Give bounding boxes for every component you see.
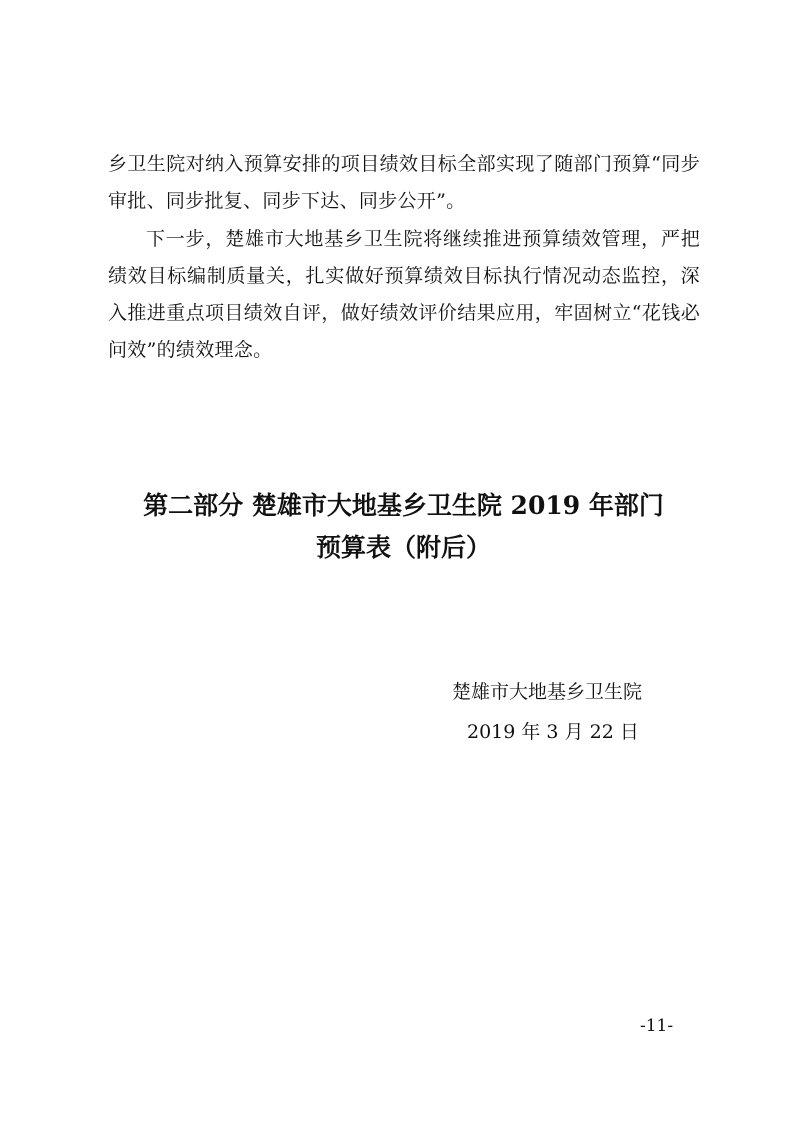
page-number: -11- xyxy=(640,1016,674,1036)
body-paragraph-2: 下一步，楚雄市大地基乡卫生院将继续推进预算绩效管理，严把绩效目标编制质量关，扎实做好预算绩效目标执行情况动态监控，深入推进重点项目绩效自评，做好绩效评价结果应用，牢固树立“花钱必问效”的绩效理念。 xyxy=(108,228,700,361)
body-paragraph-1: 乡卫生院对纳入预算安排的项目绩效目标全部实现了随部门预算“同步审批、同步批复、同步下达、同步公开”。 xyxy=(108,153,700,212)
section-title-line-1: 第二部分 楚雄市大地基乡卫生院 2019 年部门 xyxy=(143,491,664,520)
signature-organization: 楚雄市大地基乡卫生院 xyxy=(452,681,643,703)
signature-date: 2019 年 3 月 22 日 xyxy=(467,721,639,743)
section-title xyxy=(96,485,711,569)
section-title-line-2: 预算表（附后） xyxy=(315,533,491,562)
